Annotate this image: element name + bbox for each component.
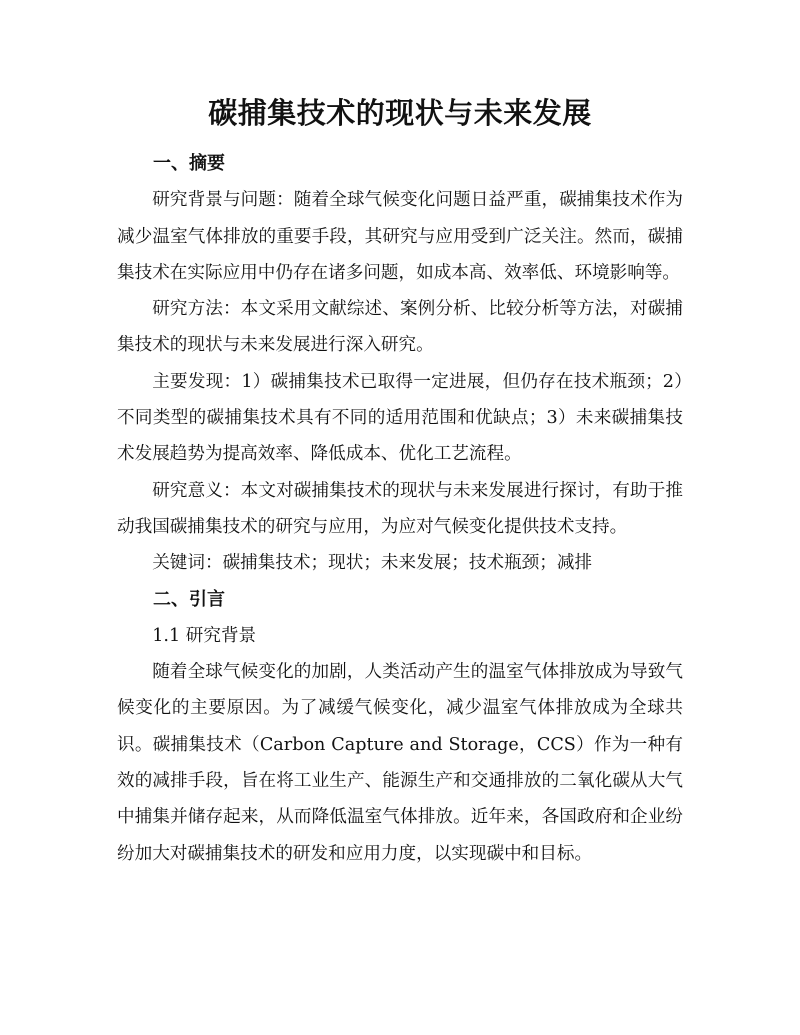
background-paragraph: 随着全球气候变化的加剧，人类活动产生的温室气体排放成为导致气候变化的主要原因。为了减缓气候变化，减少温室气体排放成为全球共识。碳捕集技术（Carbon Capture and Storage，CCS）作为一种有效的减排手段，旨在将工业生产、能源生产和交通排放的二氧化碳从大气中捕集并储存起来，从而降低温室气体排放。近年来，各国政府和企业纷纷加大对碳捕集技术的研发和应用力度，以实现碳中和目标。 <box>117 662 683 864</box>
document-body <box>117 146 683 872</box>
document-title: 碳捕集技术的现状与未来发展 <box>208 96 592 130</box>
abstract-findings-paragraph: 主要发现：1）碳捕集技术已取得一定进展，但仍存在技术瓶颈；2）不同类型的碳捕集技术具有不同的适用范围和优缺点；3）未来碳捕集技术发展趋势为提高效率、降低成本、优化工艺流程。 <box>117 371 683 465</box>
section-heading-introduction: 二、引言 <box>153 588 225 610</box>
subsection-heading-background: 1.1 研究背景 <box>152 625 257 646</box>
keywords-paragraph: 关键词：碳捕集技术；现状；未来发展；技术瓶颈；减排 <box>152 553 593 574</box>
abstract-methods-paragraph: 研究方法：本文采用文献综述、案例分析、比较分析等方法，对碳捕集技术的现状与未来发展进行深入研究。 <box>117 299 683 356</box>
abstract-significance-paragraph: 研究意义：本文对碳捕集技术的现状与未来发展进行探讨，有助于推动我国碳捕集技术的研究与应用，为应对气候变化提供技术支持。 <box>117 480 683 537</box>
section-heading-abstract: 一、摘要 <box>153 153 225 174</box>
abstract-background-paragraph: 研究背景与问题：随着全球气候变化问题日益严重，碳捕集技术作为减少温室气体排放的重要手段，其研究与应用受到广泛关注。然而，碳捕集技术在实际应用中仍存在诸多问题，如成本高、效率低、环境影响等。 <box>117 190 683 283</box>
